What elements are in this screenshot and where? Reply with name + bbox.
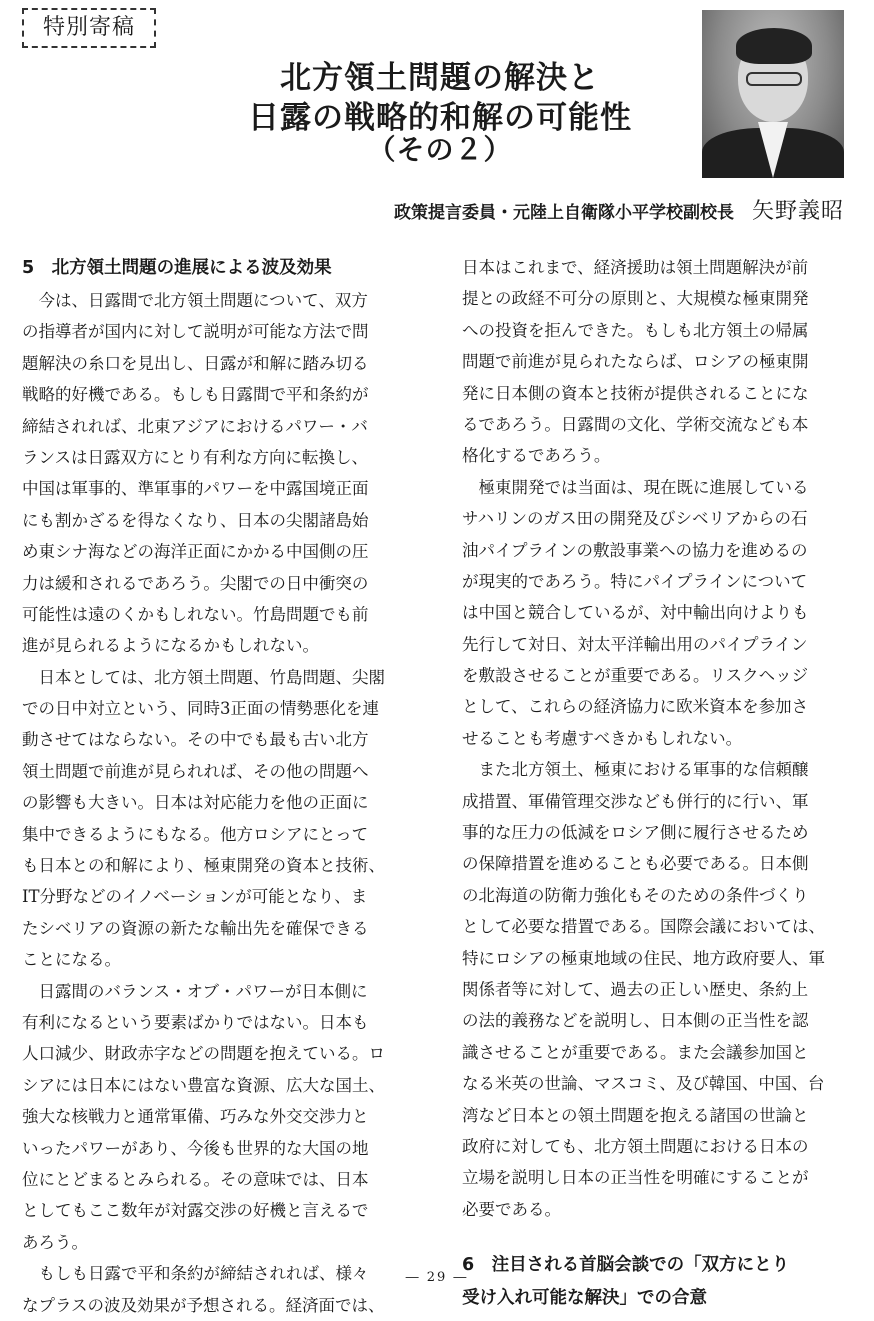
author-photo xyxy=(702,10,844,178)
text-line: が現実的であろう。特にパイプラインについて xyxy=(462,571,808,591)
text-line: としてもここ数年が対露交渉の好機と言えるで xyxy=(22,1201,369,1221)
text-line: なプラスの波及効果が予想される。経済面では、 xyxy=(22,1295,385,1315)
text-line: 特にロシアの極東地域の住民、地方政府要人、軍 xyxy=(462,948,825,968)
text-line: 格化するであろう。 xyxy=(462,446,611,466)
text-line: 動させてはならない。その中でも最も古い北方 xyxy=(22,730,369,750)
text-line: 可能性は遠のくかもしれない。竹島問題でも前 xyxy=(22,604,369,624)
text-line: なる米英の世論、マスコミ、及び韓国、中国、台 xyxy=(462,1074,825,1094)
text-line: 締結されれば、北東アジアにおけるパワー・バ xyxy=(22,416,368,436)
text-line: あろう。 xyxy=(22,1232,88,1252)
text-line: サハリンのガス田の開発及びシベリアからの石 xyxy=(462,509,808,529)
text-line: での日中対立という、同時3正面の情勢悪化を連 xyxy=(22,699,379,719)
text-line: 今は、日露間で北方領土問題について、双方 xyxy=(22,291,368,310)
text-line: 領土問題で前進が見られれば、その他の問題へ xyxy=(22,761,369,781)
text-line: 集中できるようにもなる。他方ロシアにとって xyxy=(22,824,369,844)
text-line: 先行して対日、対太平洋輸出用のパイプライン xyxy=(462,634,808,654)
text-line: も日本との和解により、極東開発の資本と技術、 xyxy=(22,856,385,876)
text-line: ことになる。 xyxy=(22,950,121,970)
text-line: 人口減少、財政赤字などの問題を抱えている。ロ xyxy=(22,1044,385,1064)
text-line: 問題で前進が見られたならば、ロシアの極東開 xyxy=(462,352,809,372)
section-heading-6-line-2: 受け入れ可能な解決」での合意 xyxy=(462,1288,707,1309)
text-line: 位にとどまるとみられる。その意味では、日本 xyxy=(22,1169,369,1189)
text-line: の法的義務などを説明し、日本側の正当性を認 xyxy=(462,1011,809,1031)
right-column xyxy=(462,252,848,1315)
text-line: 強大な核戦力と通常軍備、巧みな外交交渉力と xyxy=(22,1107,369,1127)
text-line: 識させることが重要である。また会議参加国と xyxy=(462,1042,809,1062)
text-line: を敷設させることが重要である。リスクヘッジ xyxy=(462,666,809,686)
text-line: 提との政経不可分の原則と、大規模な極東開発 xyxy=(462,289,809,309)
text-line: 関係者等に対して、過去の正しい歴史、条約上 xyxy=(462,979,809,999)
text-line: せることも考慮すべきかもしれない。 xyxy=(462,728,743,748)
text-line: の北海道の防衛力強化もそのための条件づくり xyxy=(462,885,809,905)
text-line: の影響も大きい。日本は対応能力を他の正面に xyxy=(22,793,369,813)
text-line: 戦略的好機である。もしも日露間で平和条約が xyxy=(22,385,369,405)
text-line: また北方領土、極東における軍事的な信頼醸 xyxy=(462,760,809,780)
text-line: 日本としては、北方領土問題、竹島問題、尖閣 xyxy=(22,667,385,687)
text-line: め東シナ海などの海洋正面にかかる中国側の圧 xyxy=(22,542,369,562)
text-line: 湾など日本との領土問題を抱える諸国の世論と xyxy=(462,1105,809,1125)
author-affiliation: 政策提言委員・元陸上自衛隊小平学校副校長 xyxy=(393,203,734,223)
text-line: たシベリアの資源の新たな輸出先を確保できる xyxy=(22,918,369,938)
text-line: もしも日露で平和条約が締結されれば、様々 xyxy=(22,1264,369,1284)
section-heading-6-line-1: 6 注目される首脳会談での「双方にとり xyxy=(462,1255,790,1276)
text-line: 日露間のバランス・オブ・パワーが日本側に xyxy=(22,981,368,1001)
text-line: 有利になるという要素ばかりではない。日本も xyxy=(22,1012,369,1032)
title-line-3: （その２） xyxy=(367,133,513,166)
title-line-1: 北方領土問題の解決と xyxy=(280,60,600,96)
text-line: の保障措置を進めることも必要である。日本側 xyxy=(462,854,809,874)
left-column xyxy=(22,252,408,1321)
text-line: 進が見られるようになるかもしれない。 xyxy=(22,636,319,656)
text-line: 極東開発では当面は、現在既に進展している xyxy=(462,477,809,497)
title-line-2: 日露の戦略的和解の可能性 xyxy=(248,100,632,136)
text-line: るであろう。日露間の文化、学術交流なども本 xyxy=(462,414,809,434)
text-line: の指導者が国内に対して説明が可能な方法で問 xyxy=(22,322,369,342)
text-line: 発に日本側の資本と技術が提供されることにな xyxy=(462,383,809,403)
text-line: 立場を説明し日本の正当性を明確にすることが xyxy=(462,1168,809,1188)
text-line: にも割かざるを得なくなり、日本の尖閣諸島始 xyxy=(22,510,369,530)
text-line: として必要な措置である。国際会議においては、 xyxy=(462,917,825,937)
section-heading-5: 5 北方領土問題の進展による波及効果 xyxy=(22,258,332,278)
text-line: いったパワーがあり、今後も世界的な大国の地 xyxy=(22,1138,369,1158)
text-line: IT分野などのイノベーションが可能となり、ま xyxy=(22,887,368,907)
text-line: 中国は軍事的、準軍事的パワーを中露国境正面 xyxy=(22,479,369,499)
text-line: ランスは日露双方にとり有利な方向に転換し、 xyxy=(22,447,369,467)
text-line: 必要である。 xyxy=(462,1199,561,1219)
byline xyxy=(394,194,844,225)
article-category-tag: 特別寄稿 xyxy=(22,8,156,48)
text-line: 油パイプラインの敷設事業への協力を進めるの xyxy=(462,540,808,560)
text-line: 政府に対しても、北方領土問題における日本の xyxy=(462,1136,809,1156)
text-line: 日本はこれまで、経済援助は領土問題解決が前 xyxy=(462,258,809,277)
page-number: ― 29 ― xyxy=(405,1270,469,1285)
text-line: 力は緩和されるであろう。尖閣での日中衝突の xyxy=(22,573,369,593)
text-line: シアには日本にはない豊富な資源、広大な国土、 xyxy=(22,1075,385,1095)
text-line: 事的な圧力の低減をロシア側に履行させるため xyxy=(462,823,809,843)
author-name: 矢野義昭 xyxy=(751,199,844,224)
text-line: として、これらの経済協力に欧米資本を参加さ xyxy=(462,697,809,717)
text-line: 成措置、軍備管理交渉なども併行的に行い、軍 xyxy=(462,791,809,811)
text-line: は中国と競合しているが、対中輸出向けよりも xyxy=(462,603,809,623)
text-line: 題解決の糸口を見出し、日露が和解に踏み切る xyxy=(22,353,369,373)
text-line: への投資を拒んできた。もしも北方領土の帰属 xyxy=(462,320,809,340)
